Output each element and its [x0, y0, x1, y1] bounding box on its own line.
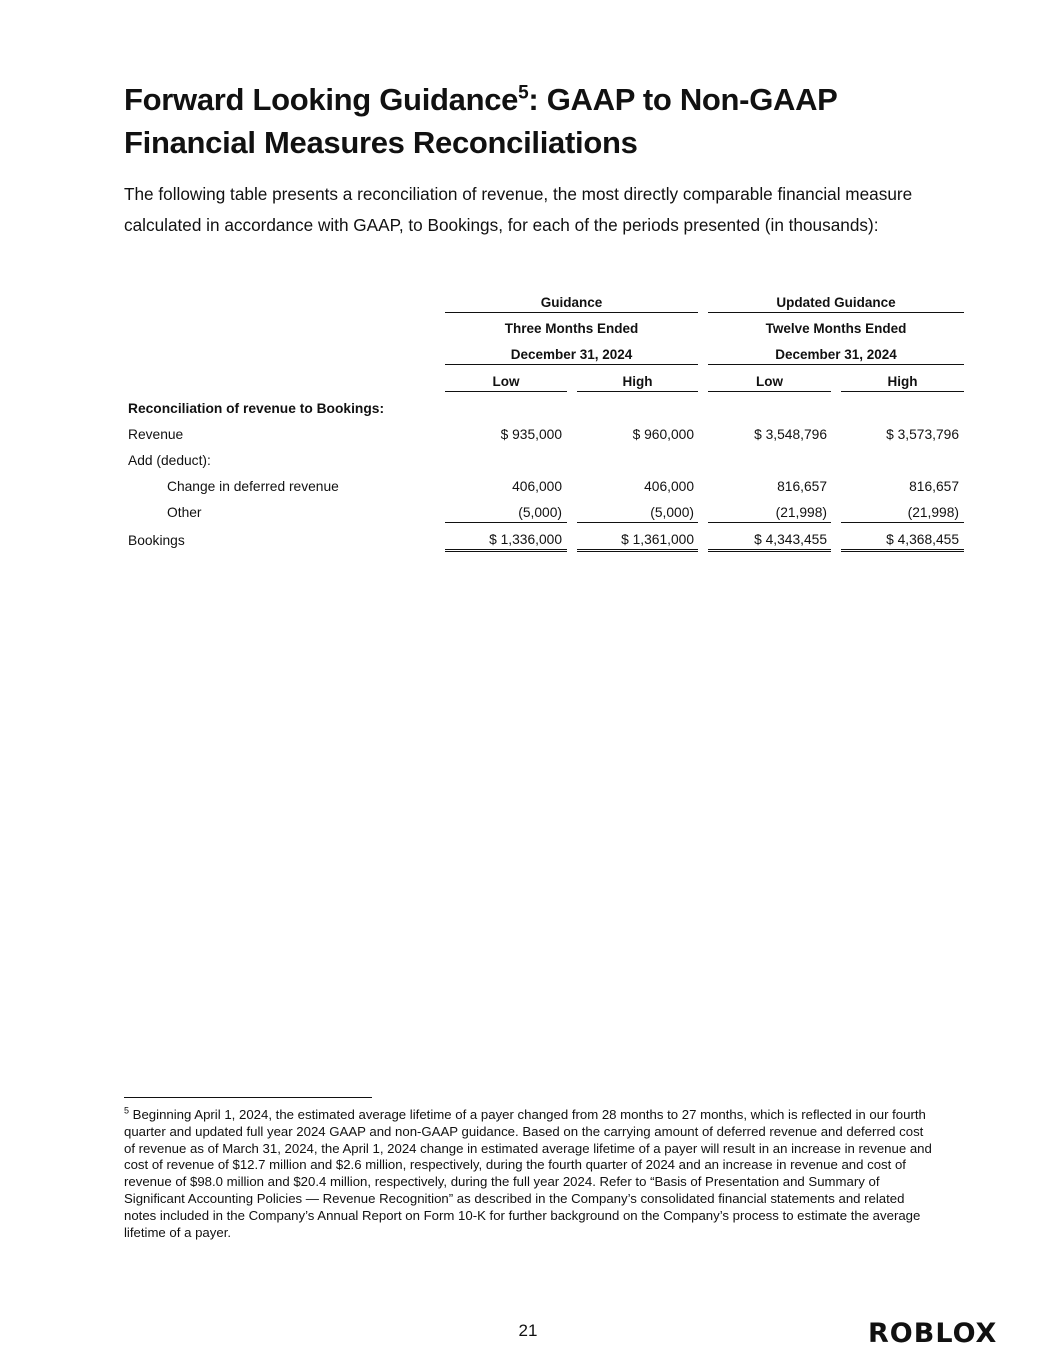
table-cell: $ 1,361,000: [621, 532, 694, 547]
table-cell: 816,657: [909, 479, 959, 494]
title-part-2: : GAAP to Non-GAAP Financial Measures Reconciliations: [124, 82, 838, 160]
page-title: [124, 78, 944, 164]
footnote: [124, 1107, 934, 1241]
table-cell: (5,000): [518, 505, 562, 520]
total-double-rule: [841, 549, 964, 552]
table-cell: $ 960,000: [632, 427, 694, 442]
table-cell: (5,000): [650, 505, 694, 520]
column-header-low: Low: [756, 374, 783, 389]
row-label-change-in-deferred-revenue: Change in deferred revenue: [167, 479, 339, 494]
intro-paragraph: The following table presents a reconciliation of revenue, the most directly comparable financial measure calculated in accordance with GAAP, to Bookings, for each of the periods presented (in thousands):: [124, 184, 913, 235]
header-divider: [708, 312, 964, 313]
column-divider: [841, 391, 964, 392]
table-cell: $ 1,336,000: [489, 532, 562, 547]
table-cell: $ 3,548,796: [754, 427, 827, 442]
table-cell: $ 4,368,455: [886, 532, 959, 547]
total-double-rule: [445, 549, 567, 552]
column-divider: [577, 391, 698, 392]
header-divider: [445, 312, 698, 313]
date-header: December 31, 2024: [510, 347, 633, 362]
row-label-revenue: Revenue: [128, 427, 184, 442]
title-part-1: Forward Looking Guidance: [124, 82, 519, 117]
group-header-guidance: Guidance: [540, 295, 603, 310]
column-header-low: Low: [492, 374, 520, 389]
total-double-rule: [577, 549, 698, 552]
table-cell: 406,000: [512, 479, 562, 494]
table-cell: 406,000: [644, 479, 694, 494]
period-header-three-months: Three Months Ended: [504, 321, 639, 336]
date-header: December 31, 2024: [775, 347, 897, 362]
table-cell: $ 4,343,455: [754, 532, 827, 547]
table-cell: 816,657: [777, 479, 827, 494]
period-header-twelve-months: Twelve Months Ended: [765, 321, 907, 336]
row-label-add-deduct: Add (deduct):: [128, 453, 211, 468]
row-label-bookings: Bookings: [128, 533, 185, 548]
table-cell: $ 935,000: [500, 427, 562, 442]
subtotal-rule: [577, 522, 698, 523]
table-cell: $ 3,573,796: [886, 427, 959, 442]
header-divider: [445, 364, 698, 365]
page-number: 21: [518, 1321, 538, 1340]
row-label-other: Other: [167, 505, 202, 520]
section-label: Reconciliation of revenue to Bookings:: [128, 401, 385, 416]
group-header-updated-guidance: Updated Guidance: [776, 295, 896, 310]
column-divider: [708, 391, 831, 392]
table-cell: (21,998): [907, 505, 959, 520]
total-double-rule: [708, 549, 831, 552]
footnote-reference[interactable]: 5: [518, 82, 529, 104]
footnote-marker: 5: [124, 1105, 130, 1116]
subtotal-rule: [708, 522, 831, 523]
column-header-high: High: [622, 374, 653, 389]
subtotal-rule: [445, 522, 567, 523]
footnote-divider: [124, 1097, 372, 1098]
footnote-text: Beginning April 1, 2024, the estimated average lifetime of a payer changed from 28 months to 27 months, which is reflected in our fourth quarter and updated full year 2024 GAAP and non-GAAP guidance. Based on the carrying amount of deferred revenue and deferred cost of revenue as of March 31, 2024, the April 1, 2024 change in estimated average lifetime of a payer will result in an increase in revenue and cost of revenue of $12.7 million and $2.6 million, respectively, during the fourth quarter of 2024 and an increase in revenue and cost of revenue of $98.0 million and $20.4 million, respectively, during the full year 2024. Refer to “Basis of Presentation and Summary of Significant Accounting Policies — Revenue Recognition” as described in the Company’s consolidated financial statements and related notes included in the Company’s Annual Report on Form 10-K for further background on the Company’s process to estimate the average lifetime of a payer.: [124, 1107, 932, 1240]
column-divider: [445, 391, 567, 392]
roblox-logo: ROBLOX: [868, 1318, 998, 1349]
table-cell: (21,998): [775, 505, 827, 520]
subtotal-rule: [841, 522, 964, 523]
column-header-high: High: [887, 374, 918, 389]
header-divider: [708, 364, 964, 365]
